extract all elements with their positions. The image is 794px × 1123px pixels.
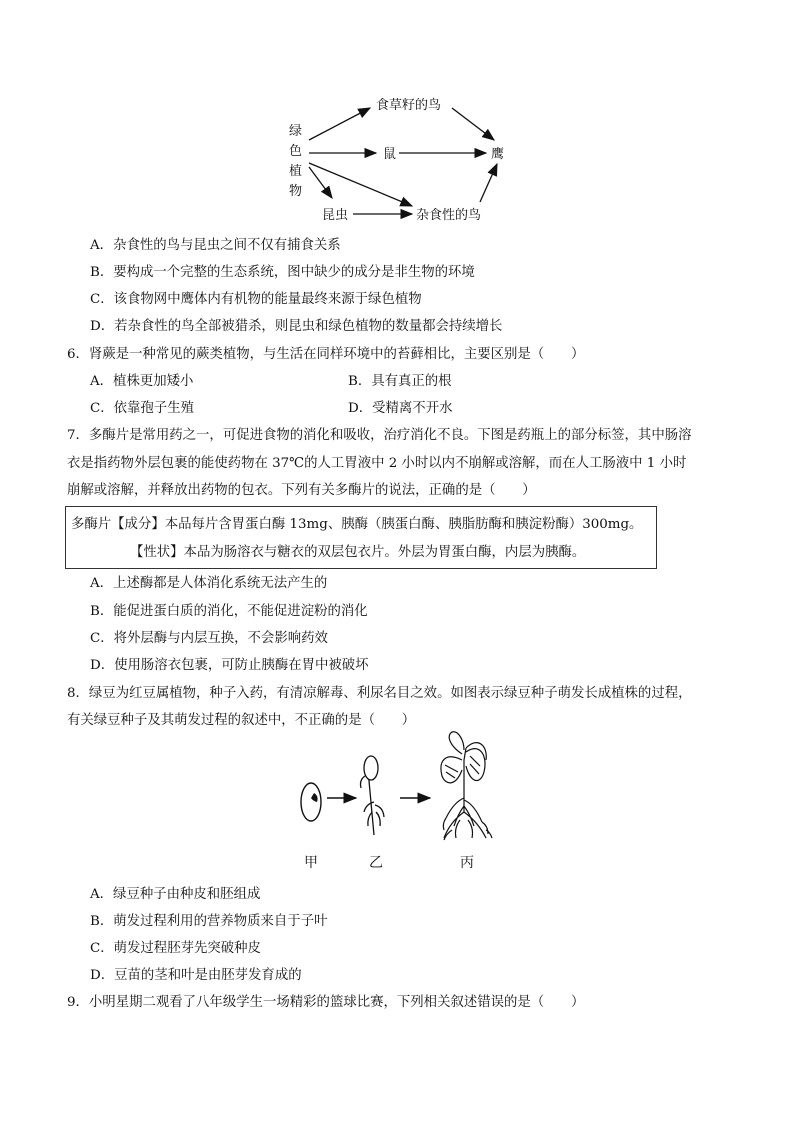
q7-option-d: D．使用肠溶衣包裹，可防止胰酶在胃中被破坏 <box>90 658 369 673</box>
arrow-plant-to-seed-bird <box>309 108 370 140</box>
q7-option-b: B．能促进蛋白质的消化，不能促进淀粉的消化 <box>90 604 368 619</box>
figure-label-jia: 甲 <box>304 855 318 871</box>
q5-option-a: A．杂食性的鸟与昆虫之间不仅有捕食关系 <box>90 238 341 253</box>
seed-illustration <box>301 783 321 821</box>
sprout-illustration <box>361 756 385 835</box>
q7-stem-line-3: 崩解或溶解，并释放出药物的包衣。下列有关多酶片的说法，正确的是（ ） <box>67 483 536 498</box>
food-web-omnivore-bird: 杂食性的鸟 <box>416 208 482 223</box>
figure-label-bing: 丙 <box>460 855 474 871</box>
figure-label-yi: 乙 <box>369 855 383 871</box>
q7-option-a: A．上述酶都是人体消化系统无法产生的 <box>90 576 328 591</box>
q8-option-d: D．豆苗的茎和叶是由胚芽发育成的 <box>90 968 302 983</box>
drug-label-line-1: 多酶片【成分】本品每片含胃蛋白酶 13mg、胰酶（胰蛋白酶、胰脂肪酶和胰淀粉酶）300mg。 <box>71 517 643 532</box>
food-web-producer-char: 物 <box>289 184 303 199</box>
q8-option-b: B．萌发过程利用的营养物质来自于子叶 <box>90 914 328 929</box>
plant-illustration <box>441 732 492 840</box>
arrow-seed-bird-to-hawk <box>452 108 494 140</box>
q8-option-a: A．绿豆种子由种皮和胚组成 <box>90 887 261 902</box>
arrow-omnivore-bird-to-hawk <box>480 164 497 202</box>
q6-option-a: A．植株更加矮小 <box>90 374 194 389</box>
q6-option-d: D．受精离不开水 <box>348 401 453 416</box>
q7-stem-line-1: 7．多酶片是常用药之一，可促进食物的消化和吸收，治疗消化不良。下图是药瓶上的部分标签，其中肠溶 <box>67 428 692 443</box>
q6-stem: 6．肾蕨是一种常见的蕨类植物，与生活在同样环境中的苔藓相比，主要区别是（ ） <box>67 347 585 362</box>
food-web-producer-char: 色 <box>289 144 303 159</box>
q5-option-b: B．要构成一个完整的生态系统，图中缺少的成分是非生物的环境 <box>90 265 475 280</box>
q5-option-d: D．若杂食性的鸟全部被猎杀，则昆虫和绿色植物的数量都会持续增长 <box>90 319 503 334</box>
q6-option-c: C．依靠孢子生殖 <box>90 401 194 416</box>
q8-stem-line-1: 8．绿豆为红豆属植物，种子入药，有清凉解毒、利尿名目之效。如图表示绿豆种子萌发长成植株的过程， <box>67 686 692 701</box>
arrow-plant-to-omnivore-bird <box>309 163 412 206</box>
food-web-seed-bird: 食草籽的鸟 <box>376 98 442 113</box>
food-web-producer-char: 绿 <box>289 124 303 139</box>
q6-option-b: B．具有真正的根 <box>348 374 452 389</box>
food-web-producer-char: 植 <box>289 164 303 179</box>
food-web-insect: 昆虫 <box>322 208 349 223</box>
food-web-hawk: 鹰 <box>491 147 505 162</box>
q9-stem: 9．小明星期二观看了八年级学生一场精彩的篮球比赛，下列相关叙述错误的是（ ） <box>67 995 585 1010</box>
q5-option-c: C．该食物网中鹰体内有机物的能量最终来源于绿色植物 <box>90 292 422 307</box>
drug-label-line-2: 【性状】本品为肠溶衣与糖衣的双层包衣片。外层为胃蛋白酶，内层为胰酶。 <box>130 545 586 560</box>
food-web-diagram <box>0 0 794 230</box>
food-web-mouse: 鼠 <box>383 147 397 162</box>
q8-option-c: C．萌发过程胚芽先突破种皮 <box>90 941 261 956</box>
q8-stem-line-2: 有关绿豆种子及其萌发过程的叙述中，不正确的是（ ） <box>67 713 416 728</box>
q7-option-c: C．将外层酶与内层互换，不会影响药效 <box>90 631 328 646</box>
q7-stem-line-2: 衣是指药物外层包裹的能使药物在 37℃的人工胃液中 2 小时以内不崩解或溶解，而在人工肠液中 1 小时 <box>67 456 687 471</box>
